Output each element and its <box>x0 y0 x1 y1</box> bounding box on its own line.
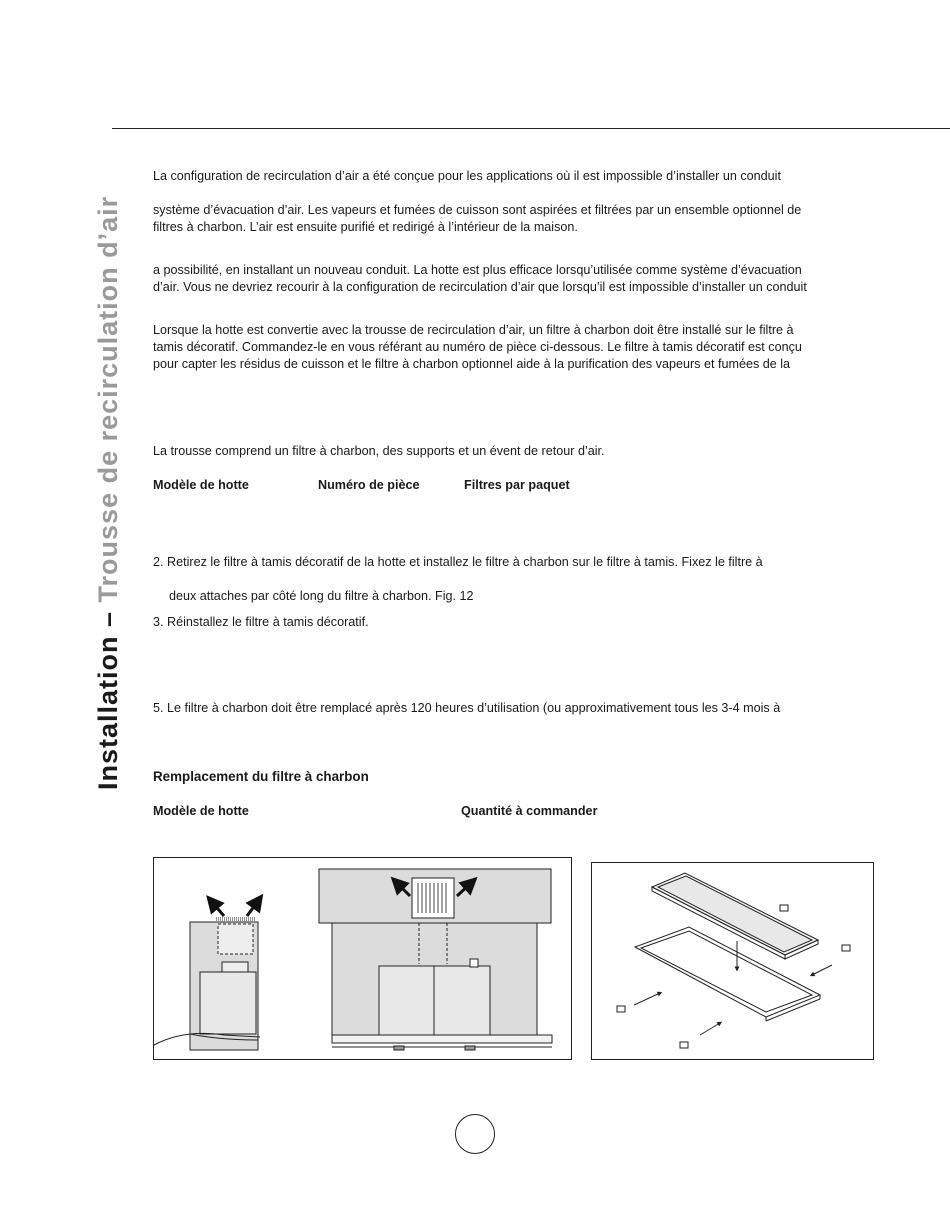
hood-illustration-box <box>153 857 572 1060</box>
filter-illustration-box <box>591 862 874 1060</box>
table1-col-part: Numéro de pièce <box>318 478 420 492</box>
header-rule <box>112 128 950 129</box>
paragraph-4a: Lorsque la hotte est convertie avec la trousse de recirculation d’air, un filtre à charbon doit être installé sur le filtre à <box>153 323 794 337</box>
table1-col-model: Modèle de hotte <box>153 478 249 492</box>
paragraph-2b: filtres à charbon. L’air est ensuite purifié et redirigé à l’intérieur de la maison. <box>153 220 578 234</box>
step-5: 5. Le filtre à charbon doit être remplacé après 120 heures d’utilisation (ou approximativement tous les 3-4 mois à <box>153 701 781 715</box>
paragraph-5: La trousse comprend un filtre à charbon, des supports et un évent de retour d’air. <box>153 444 605 458</box>
side-title-part2: Trousse de recirculation d’air <box>93 195 123 603</box>
table2-col-quantity: Quantité à commander <box>461 804 598 818</box>
step-3: 3. Réinstallez le filtre à tamis décoratif. <box>153 615 369 629</box>
filter-illustration <box>592 863 873 1059</box>
paragraph-4b: tamis décoratif. Commandez-le en vous référant au numéro de pièce ci-dessous. Le filtre à tamis décoratif est conçu <box>153 340 802 354</box>
paragraph-3a: a possibilité, en installant un nouveau conduit. La hotte est plus efficace lorsqu’utilisée comme système d’évacuation <box>153 263 802 277</box>
side-title-part1: Installation – <box>93 602 123 790</box>
paragraph-2a: système d’évacuation d’air. Les vapeurs et fumées de cuisson sont aspirées et filtrées par un ensemble optionnel de <box>153 203 802 217</box>
paragraph-3b: d’air. Vous ne devriez recourir à la configuration de recirculation d’air que lorsqu’il est impossible d’installer un conduit <box>153 280 807 294</box>
hood-illustration <box>154 858 571 1059</box>
paragraph-1: La configuration de recirculation d’air a été conçue pour les applications où il est impossible d’installer un conduit <box>153 169 781 183</box>
page-number-circle <box>455 1114 495 1154</box>
table1-col-filters: Filtres par paquet <box>464 478 570 492</box>
step-2b: deux attaches par côté long du filtre à charbon. Fig. 12 <box>169 589 474 603</box>
assembly-arrows <box>634 941 832 1035</box>
air-arrows-side <box>212 901 258 916</box>
replacement-heading: Remplacement du filtre à charbon <box>153 769 369 784</box>
charcoal-filter <box>652 873 818 959</box>
step-2a: 2. Retirez le filtre à tamis décoratif de la hotte et installez le filtre à charbon sur le filtre à tamis. Fixez le filtre à <box>153 555 763 569</box>
side-title <box>84 150 132 790</box>
hood-front-view <box>319 869 552 1050</box>
hood-side-view <box>154 918 260 1050</box>
paragraph-4c: pour capter les résidus de cuisson et le filtre à charbon optionnel aide à la purification des vapeurs et fumées de la <box>153 357 791 371</box>
table2-col-model: Modèle de hotte <box>153 804 249 818</box>
